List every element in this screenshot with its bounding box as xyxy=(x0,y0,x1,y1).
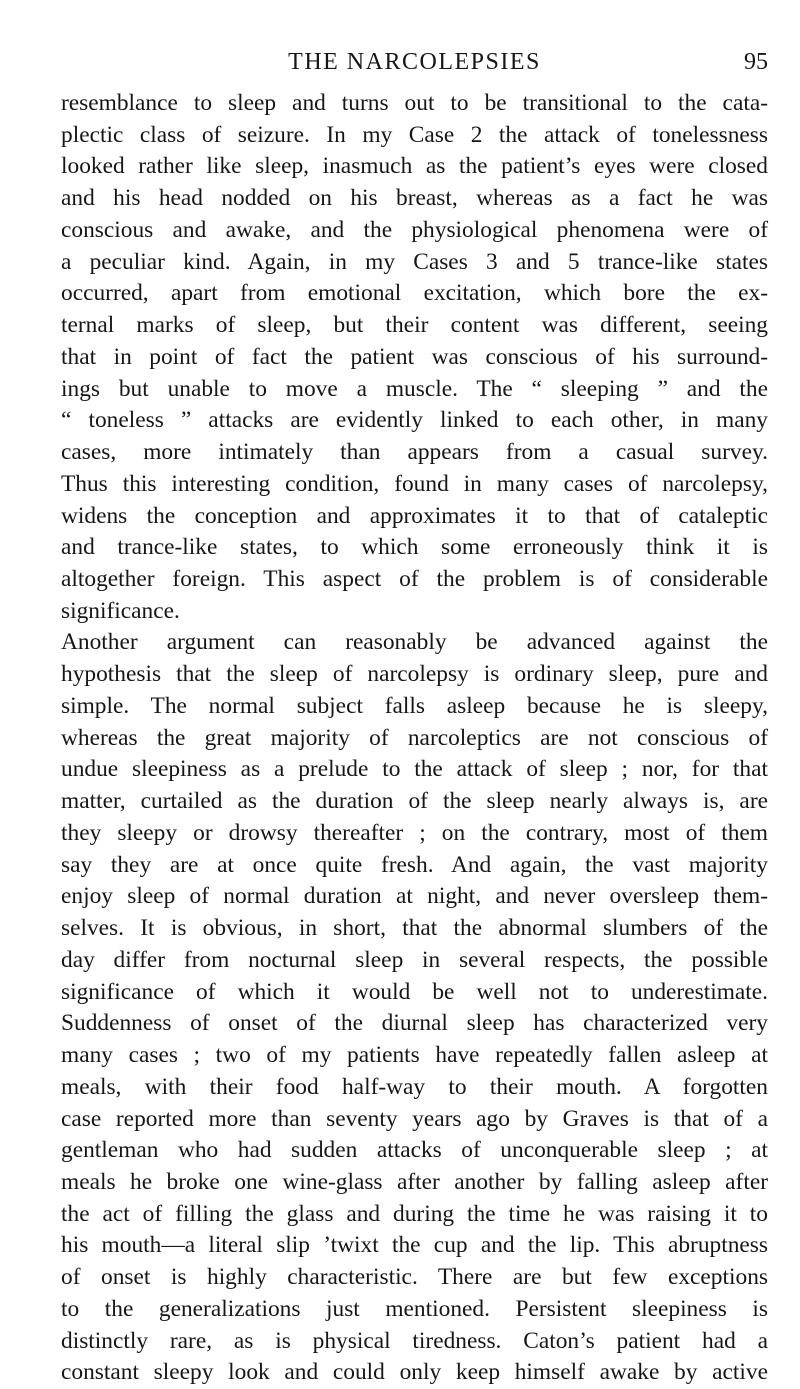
text-line: the act of filling the glass and during the time he was raising it to xyxy=(61,1200,768,1227)
text-line: undue sleepiness as a prelude to the attack of sleep ; nor, for that xyxy=(61,756,768,783)
text-line: ternal marks of sleep, but their content was different, seeing xyxy=(61,312,768,339)
text-line: significance. xyxy=(61,597,180,624)
text-line: Thus this interesting condition, found in many cases of narcolepsy, xyxy=(61,470,768,497)
text-line: whereas the great majority of narcoleptics are not conscious of xyxy=(61,724,768,751)
text-line: simple. The normal subject falls asleep because he is sleepy, xyxy=(61,692,768,719)
text-line: altogether foreign. This aspect of the problem is of considerable xyxy=(61,566,768,593)
text-line: hypothesis that the sleep of narcolepsy is ordinary sleep, pure and xyxy=(61,661,768,688)
text-line: and trance-like states, to which some erroneously think it is xyxy=(61,534,768,561)
text-line: his mouth—a literal slip ’twixt the cup and the lip. This abruptness xyxy=(61,1232,768,1259)
text-line: constant sleepy look and could only keep himself awake by active xyxy=(61,1359,768,1386)
text-line: of onset is highly characteristic. There are but few exceptions xyxy=(61,1264,768,1291)
running-head xyxy=(61,45,768,79)
text-line: day differ from nocturnal sleep in several respects, the possible xyxy=(61,946,768,973)
body-text xyxy=(61,88,768,1389)
text-line: a peculiar kind. Again, in my Cases 3 and 5 trance-like states xyxy=(61,248,768,275)
text-line: they sleepy or drowsy thereafter ; on the contrary, most of them xyxy=(61,819,768,846)
text-line: matter, curtailed as the duration of the sleep nearly always is, are xyxy=(61,788,768,815)
page-number: 95 xyxy=(744,49,768,75)
text-line: enjoy sleep of normal duration at night, and never oversleep them- xyxy=(61,883,768,910)
text-line: Another argument can reasonably be advanced against the xyxy=(61,629,768,656)
text-line: looked rather like sleep, inasmuch as the patient’s eyes were closed xyxy=(61,153,768,180)
text-line: occurred, apart from emotional excitation, which bore the ex- xyxy=(61,280,768,307)
text-line: meals he broke one wine-glass after another by falling asleep after xyxy=(61,1168,768,1195)
text-line: ings but unable to move a muscle. The “ sleeping ” and the xyxy=(61,375,768,402)
text-line: “ toneless ” attacks are evidently linked to each other, in many xyxy=(61,407,768,434)
text-line: cases, more intimately than appears from a casual survey. xyxy=(61,439,768,466)
text-line: widens the conception and approximates it to that of cataleptic xyxy=(61,502,768,529)
text-line: significance of which it would be well not to underestimate. xyxy=(61,978,768,1005)
text-line: and his head nodded on his breast, whereas as a fact he was xyxy=(61,185,768,212)
text-line: case reported more than seventy years ago by Graves is that of a xyxy=(61,1105,768,1132)
text-line: Suddenness of onset of the diurnal sleep has characterized very xyxy=(61,1010,768,1037)
text-line: gentleman who had sudden attacks of unconquerable sleep ; at xyxy=(61,1137,768,1164)
text-line: to the generalizations just mentioned. Persistent sleepiness is xyxy=(61,1295,768,1322)
text-line: conscious and awake, and the physiological phenomena were of xyxy=(61,216,768,243)
text-line: resemblance to sleep and turns out to be transitional to the cata- xyxy=(61,90,768,116)
text-line: meals, with their food half-way to their mouth. A forgotten xyxy=(61,1073,768,1100)
text-line: selves. It is obvious, in short, that the abnormal slumbers of the xyxy=(61,915,768,942)
text-line: plectic class of seizure. In my Case 2 the attack of tonelessness xyxy=(61,121,768,148)
text-line: that in point of fact the patient was conscious of his surround- xyxy=(61,343,768,370)
text-line: say they are at once quite fresh. And again, the vast majority xyxy=(61,851,768,878)
text-line: distinctly rare, as is physical tiredness. Caton’s patient had a xyxy=(61,1327,768,1354)
running-title: THE NARCOLEPSIES xyxy=(288,49,541,75)
text-line: many cases ; two of my patients have repeatedly fallen asleep at xyxy=(61,1042,768,1069)
